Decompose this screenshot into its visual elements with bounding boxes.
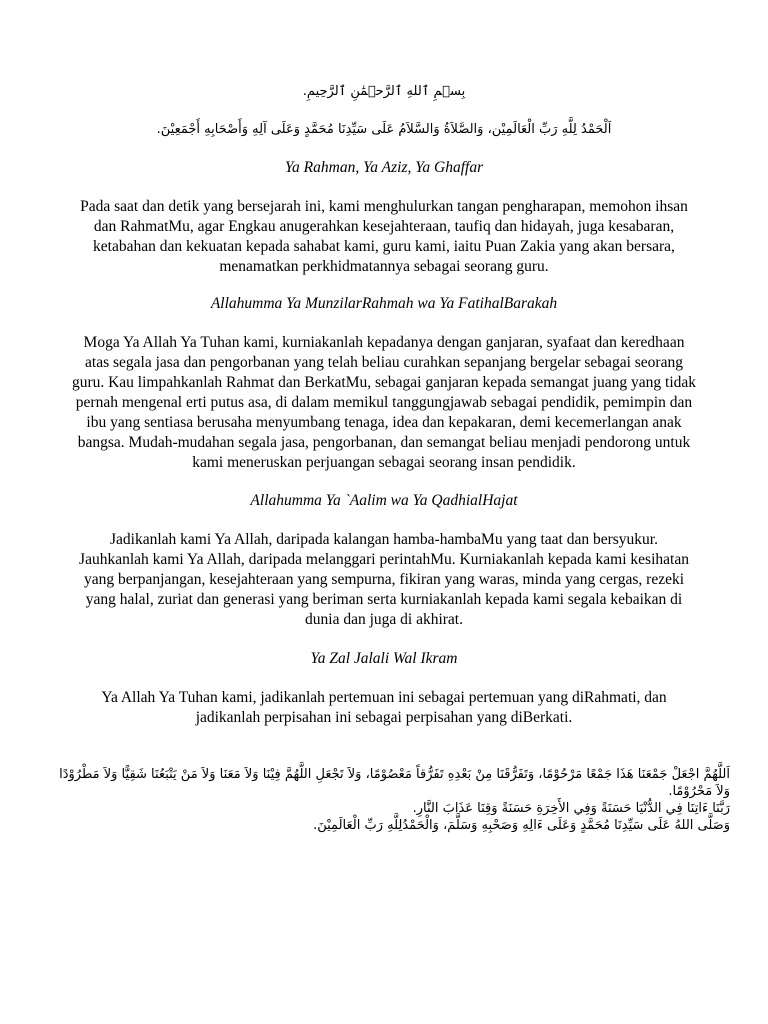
paragraph-line: dunia dan juga di akhirat.: [305, 611, 463, 628]
section-heading-aalim: Allahumma Ya `Aalim wa Ya QadhialHajat: [250, 492, 518, 509]
bismillah: بِسۡمِ ٱللهِ ٱلرَّحۡمَٰنِ ٱلرَّحِيمِ.: [302, 84, 466, 99]
section-heading-zal-jalali: Ya Zal Jalali Wal Ikram: [310, 650, 458, 667]
paragraph-line: Pada saat dan detik yang bersejarah ini, kami menghulurkan tangan pengharapan, memohon ihsan: [80, 198, 688, 215]
paragraph-meeting: [40, 688, 728, 728]
paragraph-line: jadikanlah perpisahan ini sebagai perpisahan yang diBerkati.: [195, 709, 573, 726]
paragraph-line: ibu yang sentiasa berusaha menyumbang tenaga, idea dan kepakaran, demi kecemerlangan anak: [86, 414, 682, 431]
paragraph-line: dan RahmatMu, agar Engkau anugerahkan kesejahteraan, taufiq dan hidayah, juga kesabaran,: [93, 218, 675, 235]
paragraph-prayer-blessing: [40, 530, 728, 630]
arabic-line: وَلاَ مَحْرُوْمًا.: [668, 784, 730, 799]
arabic-line: وَصَلَّى اللهُ عَلَى سَيِّدِنَا مُحَمَّدٍ وَعَلَى ءَالِهِ وَصَحْبِهِ وَسَلَّمَ، وَالْحَمْدُلِلَّهِ رَبِّ الْعَالَمِيْنَ.: [313, 818, 730, 833]
paragraph-intro: [40, 197, 728, 277]
section-heading-ya-rahman: Ya Rahman, Ya Aziz, Ya Ghaffar: [284, 159, 484, 176]
paragraph-line: bangsa. Mudah-mudahan segala jasa, pengorbanan, dan semangat beliau menjadi pendorong untuk: [77, 434, 691, 451]
paragraph-line: pernah mengenal erti putus asa, di dalam memikul tanggungjawab sebagai pendidik, pemimpin dan: [75, 394, 693, 411]
paragraph-line: atas segala jasa dan pengorbanan yang telah beliau curahkan sepanjang bergelar sebagai seorang: [85, 354, 683, 371]
paragraph-line: Ya Allah Ya Tuhan kami, jadikanlah pertemuan ini sebagai pertemuan yang diRahmati, dan: [101, 689, 667, 706]
paragraph-line: guru. Kau limpahkanlah Rahmat dan BerkatMu, sebagai ganjaran kepada semangat juang yang tidak: [71, 374, 697, 391]
paragraph-line: Jadikanlah kami Ya Allah, daripada kalangan hamba-hambaMu yang taat dan bersyukur.: [110, 531, 658, 548]
hamdalah: اَلْحَمْدُ لِلَّهِ رَبِّ الْعَالَمِيْن، وَالصَّلاَةُ وَالسَّلاَمُ عَلَى سَيِّدِنَا مُحَمَّدٍ وَعَلَى آلِهِ وَأَصْحَابِهِ أَجْمَعِيْنَ.: [156, 122, 612, 137]
paragraph-line: kami meneruskan perjuangan sebagai seorang insan pendidik.: [192, 454, 576, 471]
paragraph-line: Moga Ya Allah Ya Tuhan kami, kurniakanlah kepadanya dengan ganjaran, syafaat dan keredhaan: [83, 334, 685, 351]
paragraph-line: Jauhkanlah kami Ya Allah, daripada melanggari perintahMu. Kurniakanlah kepada kami kesihatan: [79, 551, 689, 568]
paragraph-prayer-reward: [40, 333, 728, 473]
section-heading-munzilarrahmah: Allahumma Ya MunzilarRahmah wa Ya FatihalBarakah: [210, 295, 558, 312]
paragraph-line: menamatkan perkhidmatannya sebagai seorang guru.: [219, 258, 549, 275]
arabic-line: اَللَّهُمَّ اجْعَلْ جَمْعَنَا هَذَا جَمْعًا مَرْحُوْمًا، وَتَفَرُّقَنَا مِنْ بَعْدِهِ تَفَرُّقاً مَعْصُوْمًا، وَلاَ تَجْعَلِ اللَّهُمَّ فِيْنَا وَلاَ مَعَنَا وَلاَ مَنْ يَتْبَعُنَا شَقِيًّا وَلاَ مَطْرُوْدًا: [59, 767, 730, 782]
paragraph-line: yang halal, zuriat dan generasi yang beriman serta kurniakanlah kepada kami segala kebaikan di: [85, 591, 683, 608]
arabic-line: رَبَّنَا ءَاتِنَا فِي الدُّنْيَا حَسَنَةً وَفِي الأَخِرَةِ حَسَنَةً وَقِنَا عَذَابَ النَّارِ.: [412, 801, 730, 816]
paragraph-line: ketabahan dan kekuatan kepada sahabat kami, guru kami, iaitu Puan Zakia yang akan bersara,: [93, 238, 675, 255]
closing-dua-arabic: [44, 766, 730, 834]
paragraph-line: yang berpanjangan, kesejahteraan yang sempurna, fikiran yang waras, minda yang cergas, rezeki: [83, 571, 685, 588]
